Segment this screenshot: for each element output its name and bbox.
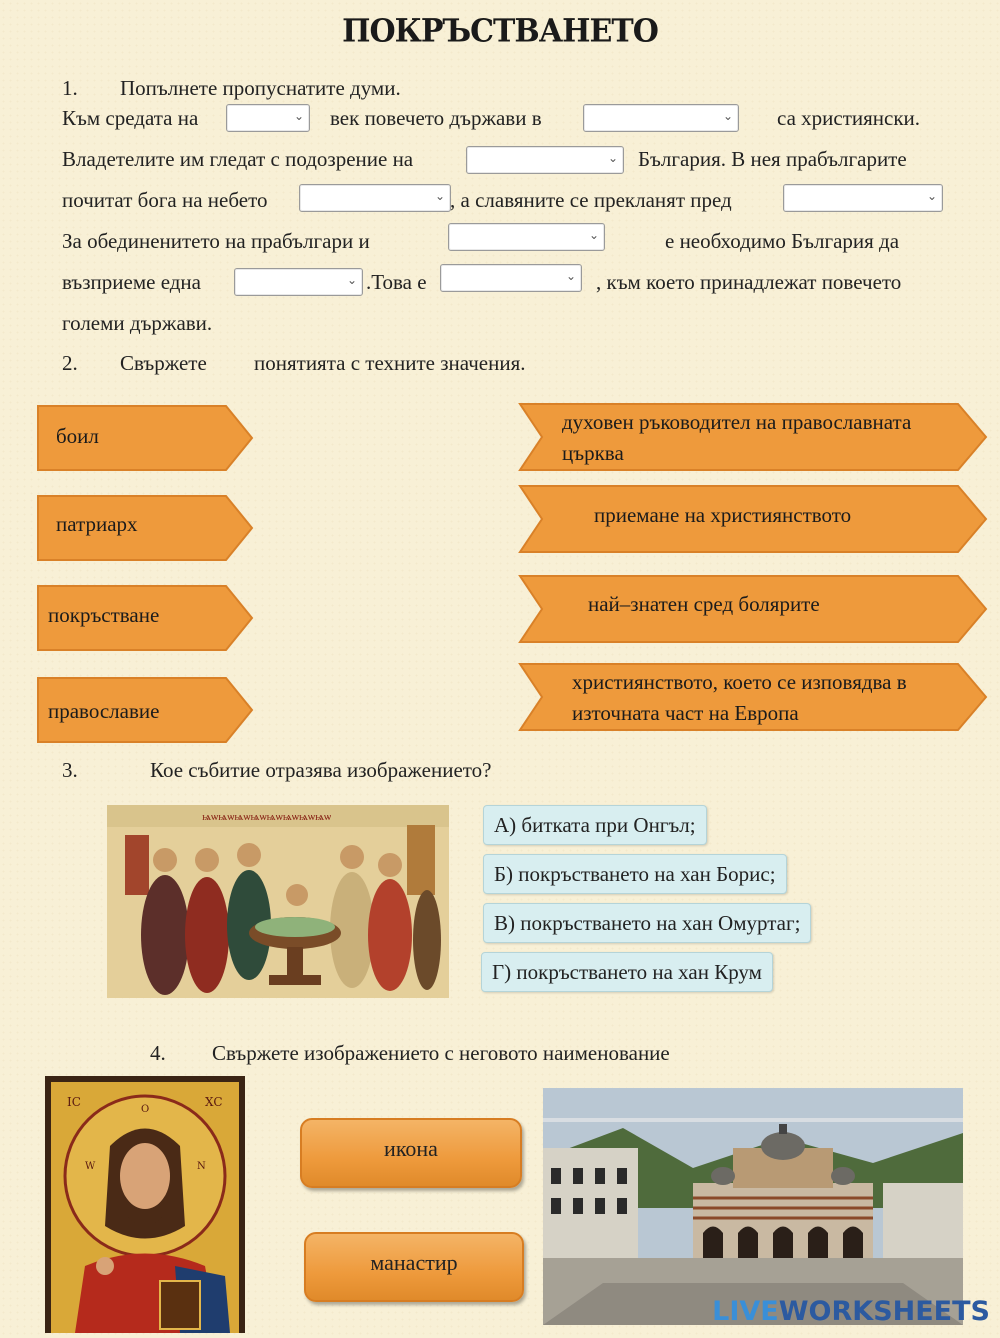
term-orthodoxy-arrow[interactable] (36, 676, 256, 744)
god-dropdown[interactable] (299, 184, 451, 212)
chevron-down-icon: ⌄ (926, 189, 937, 203)
svg-text:ѩѡѩѡѩѡѩѡѩѡѩѡѩѡѩѡ: ѩѡѩѡѩѡѩѡѩѡѩѡѩѡѩѡ (202, 810, 332, 823)
slavs-dropdown[interactable] (448, 223, 605, 251)
baptism-painting (107, 805, 449, 998)
page-title: ПОКРЪСТВАНЕТО (342, 13, 658, 50)
meaning-4-arrow[interactable] (518, 662, 990, 732)
q1-line3-a: почитат бога на небето (62, 188, 268, 212)
meaning-line: най–знатен сред болярите (588, 592, 820, 616)
q1-prompt: Попълнете пропуснатите думи. (120, 76, 401, 100)
meaning-3-arrow[interactable] (518, 574, 990, 644)
term-baptism-arrow[interactable] (36, 584, 256, 652)
svg-text:IC: IC (67, 1095, 81, 1109)
term-label: православие (48, 699, 160, 723)
christ-icon-image (45, 1076, 245, 1333)
slavic-gods-dropdown[interactable] (783, 184, 943, 212)
q1-line5-c: , към което принадлежат повечето (596, 270, 902, 294)
chevron-down-icon: ⌄ (565, 269, 576, 283)
svg-text:N: N (197, 1161, 206, 1172)
region-dropdown[interactable] (583, 104, 739, 132)
option-a[interactable]: А) битката при Онгъл; (483, 805, 707, 845)
term-patriarch-arrow[interactable] (36, 494, 256, 562)
q3-number: 3. (62, 758, 78, 782)
q1-line6: големи държави. (62, 311, 213, 335)
q1-line2-a: Владетелите им гледат с подозрение на (62, 147, 414, 171)
q4-number: 4. (150, 1041, 166, 1065)
meaning-line: духовен ръководител на православната (562, 410, 912, 434)
icon-button[interactable]: икона (300, 1118, 522, 1188)
chevron-down-icon: ⌄ (434, 189, 445, 203)
religion-dropdown[interactable] (234, 268, 363, 296)
century-dropdown[interactable] (226, 104, 310, 132)
term-boil-arrow[interactable] (36, 404, 256, 472)
q4-prompt: Свържете изображението с неговото наименование (212, 1041, 670, 1065)
term-label: покръстване (48, 603, 160, 627)
chevron-down-icon: ⌄ (607, 151, 618, 165)
chevron-down-icon: ⌄ (722, 109, 733, 123)
pagan-dropdown[interactable] (466, 146, 624, 174)
term-label: патриарх (56, 512, 138, 536)
liveworksheets-watermark (712, 1296, 990, 1327)
monastery-button[interactable]: манастир (304, 1232, 524, 1302)
meaning-line: християнството, което се изповядва в (572, 670, 907, 694)
term-label: боил (56, 424, 99, 448)
option-b[interactable]: Б) покръстването на хан Борис; (483, 854, 787, 894)
meaning-1-arrow[interactable] (518, 402, 990, 472)
chevron-down-icon: ⌄ (588, 228, 599, 242)
q2-prompt-rest: понятията с техните значения. (254, 351, 526, 375)
rila-monastery-image (543, 1088, 963, 1325)
option-c[interactable]: В) покръстването на хан Омуртаг; (483, 903, 811, 943)
watermark-rest: WORKSHEETS (778, 1296, 990, 1327)
faith-dropdown[interactable] (440, 264, 582, 292)
option-d[interactable]: Г) покръстването на хан Крум (481, 952, 773, 992)
christ-icon-painting (45, 1076, 245, 1333)
q1-line1-b: век повечето държави в (330, 106, 542, 130)
svg-text:XC: XC (205, 1095, 223, 1109)
q3-prompt: Кое събитие отразява изображението? (150, 758, 492, 782)
meaning-2-arrow[interactable] (518, 484, 990, 554)
meaning-line: източната част на Европа (572, 701, 799, 725)
q1-line4-b: е необходимо България да (665, 229, 900, 253)
svg-text:W: W (85, 1161, 96, 1172)
q1-line1-a: Към средата на (62, 106, 199, 130)
q1-line4-a: За обединенитето на прабългари и (62, 229, 370, 253)
q1-number: 1. (62, 76, 78, 100)
watermark-live: LIVE (712, 1296, 779, 1327)
q1-line5-a: възприеме една (62, 270, 201, 294)
meaning-line: църква (562, 441, 624, 465)
meaning-line: приемане на християнството (594, 503, 852, 527)
q1-line2-b: България. В нея прабългарите (638, 147, 907, 171)
monastery-photo (543, 1088, 963, 1325)
baptism-miniature-image (107, 805, 449, 998)
q1-line3-b: , а славяните се прекланят пред (450, 188, 732, 212)
q1-line5-b: .Това е (366, 270, 427, 294)
chevron-down-icon: ⌄ (293, 109, 304, 123)
chevron-down-icon: ⌄ (346, 273, 357, 287)
q1-line1-c: са християнски. (777, 106, 921, 130)
q2-number: 2. (62, 351, 78, 375)
svg-text:O: O (141, 1104, 150, 1115)
q2-prompt: Свържете (120, 351, 207, 375)
